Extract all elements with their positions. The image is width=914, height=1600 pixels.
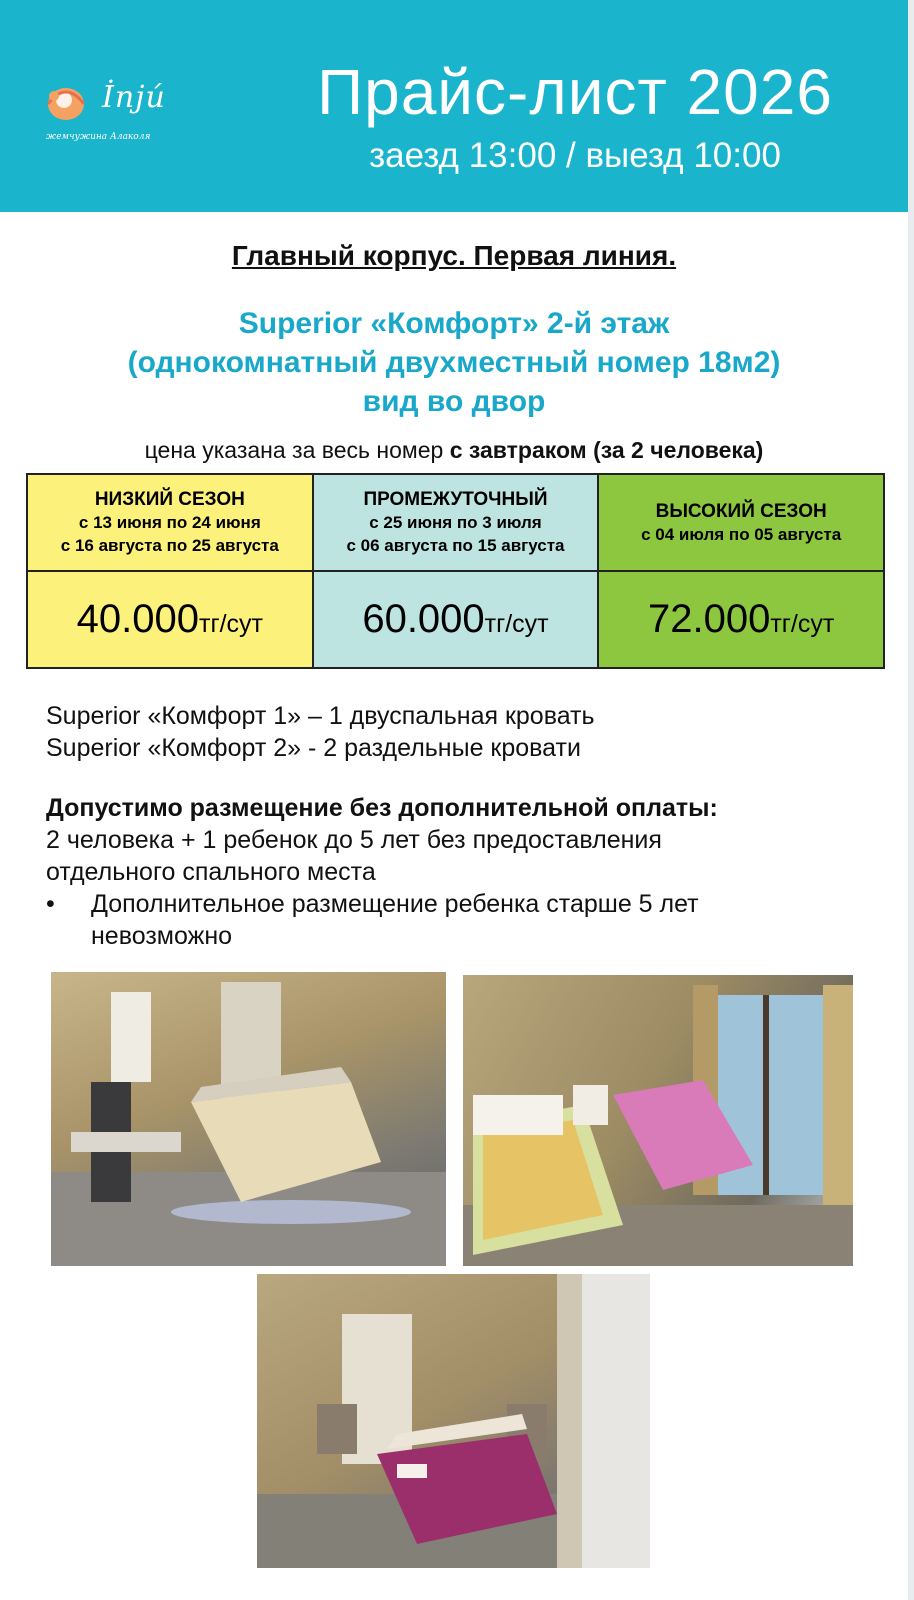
price-note <box>0 437 908 464</box>
price-high <box>598 571 884 668</box>
price-note-plain: цена указана за весь номер <box>144 437 450 463</box>
room-photo-twin-beds <box>463 975 853 1266</box>
price-high-value: 72.000 <box>648 597 771 641</box>
hotel-logo <box>42 72 192 152</box>
page-title: Прайс-лист 2026 <box>317 56 833 128</box>
season-high-dates-1: с 04 июля по 05 августа <box>641 524 842 544</box>
bullet-dot: • <box>46 890 55 918</box>
price-table <box>26 473 885 669</box>
room-photo-pink-bed <box>257 1274 650 1568</box>
room-details <box>46 700 876 952</box>
season-low-header <box>27 474 313 571</box>
room-title-line2: (однокомнатный двухместный номер 18м2) <box>127 346 781 379</box>
checkin-times: заезд 13:00 / выезд 10:00 <box>369 136 781 175</box>
bullet-line-1: Дополнительное размещение ребенка старше 5 лет <box>91 890 699 918</box>
logo-text: İnjú <box>102 80 166 115</box>
photo-pink-bed-illustration <box>257 1274 650 1568</box>
season-high-header <box>598 474 884 571</box>
header-banner <box>0 0 908 212</box>
season-low-dates-1: с 13 июня по 24 июня <box>78 513 261 532</box>
section-title: Главный корпус. Первая линия. <box>231 240 677 271</box>
room-title-line3: вид во двор <box>362 385 546 418</box>
photo-double-bed-illustration <box>51 972 446 1266</box>
bullet-line-2: невозможно <box>91 922 233 950</box>
price-low-unit: тг/сут <box>199 610 263 638</box>
season-mid-dates-2: с 06 августа по 15 августа <box>346 536 565 555</box>
season-low-name: НИЗКИЙ СЕЗОН <box>94 489 245 510</box>
price-note-bold: с завтраком (за 2 человека) <box>449 437 764 463</box>
accommodation-bullet <box>46 888 876 952</box>
price-row <box>27 571 884 668</box>
price-mid <box>313 571 599 668</box>
season-high-name: ВЫСОКИЙ СЕЗОН <box>655 500 827 522</box>
bed-option-2: Superior «Комфорт 2» - 2 раздельные кровати <box>46 734 581 762</box>
accommodation-heading: Допустимо размещение без дополнительной оплаты: <box>46 794 718 822</box>
price-high-unit: тг/сут <box>770 610 835 638</box>
accommodation-line-1: 2 человека + 1 ребенок до 5 лет без предоставления <box>46 826 662 854</box>
season-mid-name: ПРОМЕЖУТОЧНЫЙ <box>363 489 548 510</box>
room-title-line1: Superior «Комфорт» 2-й этаж <box>238 307 670 340</box>
bed-option-1: Superior «Комфорт 1» – 1 двуспальная кровать <box>46 702 595 730</box>
season-low-dates-2: с 16 августа по 25 августа <box>60 536 279 555</box>
photo-twin-beds-illustration <box>463 975 853 1266</box>
room-title <box>0 304 908 421</box>
season-mid-dates-1: с 25 июня по 3 июля <box>369 513 542 532</box>
logo-subtitle: жемчужина Алаколя <box>46 132 151 142</box>
shell-icon <box>42 76 102 128</box>
page-edge <box>908 0 914 1600</box>
season-mid-header <box>313 474 599 571</box>
price-mid-value: 60.000 <box>362 597 485 641</box>
accommodation-line-2: отдельного спального места <box>46 858 376 886</box>
price-mid-unit: тг/сут <box>484 610 549 638</box>
room-photo-double-bed <box>51 972 446 1266</box>
season-header-row <box>27 474 884 571</box>
price-low <box>27 571 313 668</box>
price-low-value: 40.000 <box>76 597 200 641</box>
